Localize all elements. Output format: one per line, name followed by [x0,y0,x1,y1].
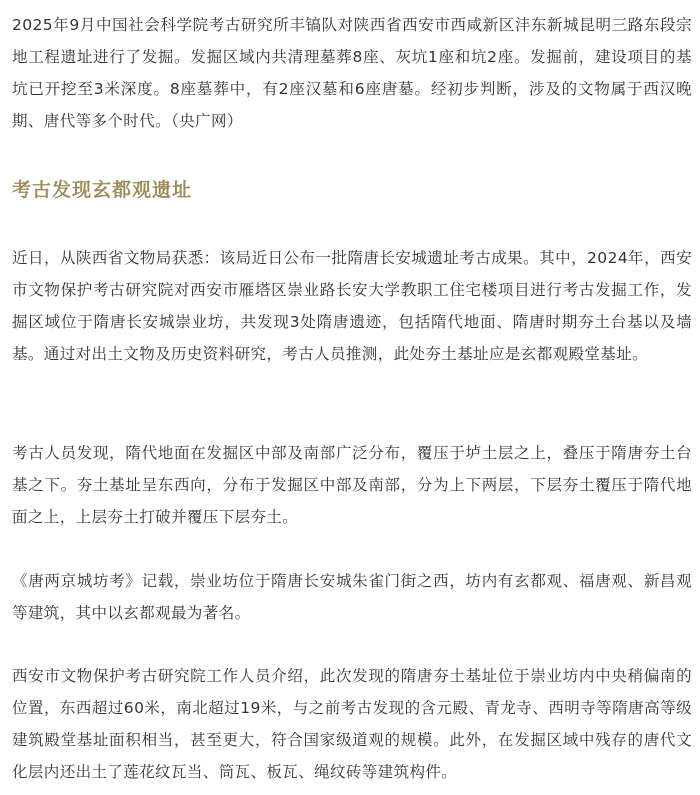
paragraph-3: 《唐两京城坊考》记载，崇业坊位于隋唐长安城朱雀门街之西，坊内有玄都观、福唐观、新昌观等建筑，其中以玄都观最为著名。 [12,572,692,622]
paragraph-2: 考古人员发现，隋代地面在发掘区中部及南部广泛分布，覆压于垆土层之上，叠压于隋唐夯土台基之下。夯土基址呈东西向，分布于发掘区中部及南部，分为上下两层，下层夯土覆压于隋代地面之上，上层夯土打破并覆压下层夯土。 [12,444,692,526]
paragraph-1: 近日，从陕西省文物局获悉：该局近日公布一批隋唐长安城遗址考古成果。其中，2024年，西安市文物保护考古研究院对西安市雁塔区崇业路长安大学教职工住宅楼项目进行考古发掘工作，发掘区域位于隋唐长安城崇业坊，共发现3处隋唐遗迹，包括隋代地面、隋唐时期夯土台基以及墙基。通过对出土文物及历史资料研究，考古人员推测，此处夯土基址应是玄都观殿堂基址。 [12,249,692,363]
intro-paragraph: 2025年9月中国社会科学院考古研究所丰镐队对陕西省西安市西咸新区沣东新城昆明三路东段宗地工程遗址进行了发掘。发掘区域内共清理墓葬8座、灰坑1座和坑2座。发掘前，建设项目的基坑已开挖至3米深度。8座墓葬中，有2座汉墓和6座唐墓。经初步判断，涉及的文物属于西汉晚期、唐代等多个时代。（央广网） [12,16,692,130]
section-heading: 考古发现玄都观遗址 [12,179,193,201]
paragraph-4: 西安市文物保护考古研究院工作人员介绍，此次发现的隋唐夯土基址位于崇业坊内中央稍偏南的位置，东西超过60米，南北超过19米，与之前考古发现的含元殿、青龙寺、西明寺等隋唐高等级建筑殿堂基址面积相当，甚至更大，符合国家级道观的规模。此外，在发掘区域中残存的唐代文化层内还出土了莲花纹瓦当、筒瓦、板瓦、绳纹砖等建筑构件。 [12,667,692,781]
